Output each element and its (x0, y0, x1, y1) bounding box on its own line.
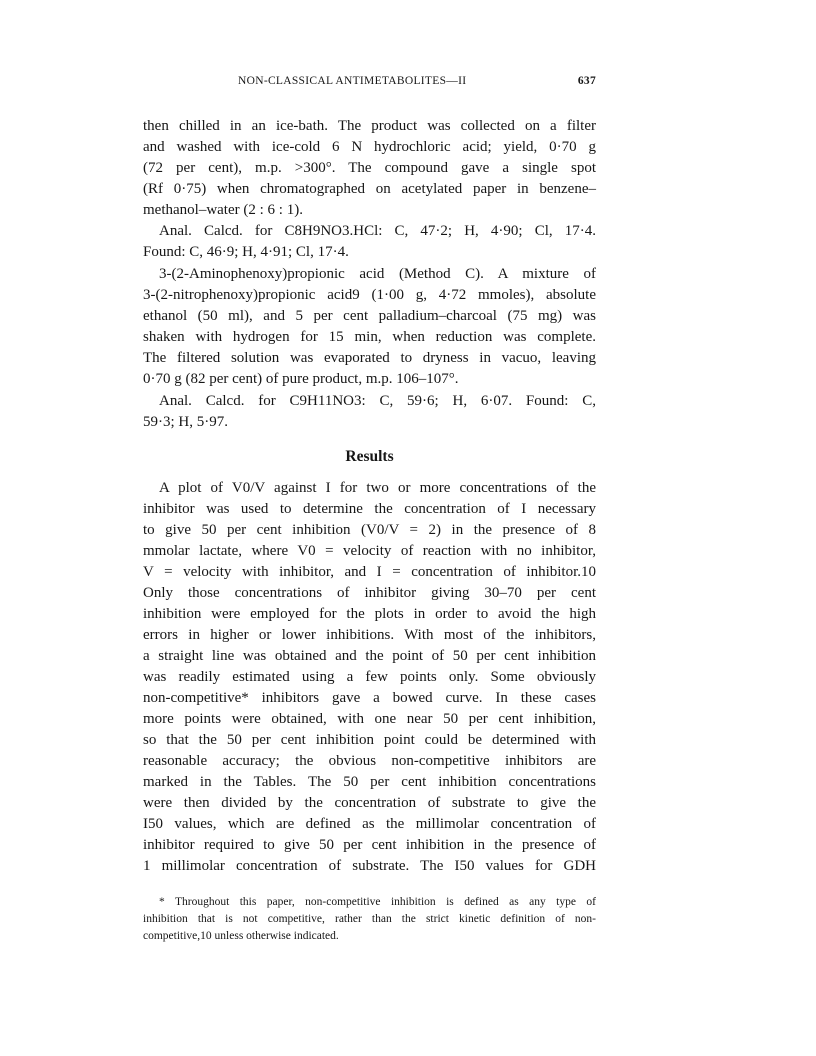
text-line: (72 per cent), m.p. >300°. The compound gave a single spot (143, 160, 596, 176)
text-line: errors in higher or lower inhibitions. With most of the inhibitors, (143, 627, 596, 643)
text-line: was readily estimated using a few points only. Some obviously (143, 669, 596, 685)
text-line: Only those concentrations of inhibitor giving 30–70 per cent (143, 585, 596, 601)
text-line: 1 millimolar concentration of substrate. The I50 values for GDH (143, 858, 596, 874)
text-line: to give 50 per cent inhibition (V0/V = 2) in the presence of 8 (143, 522, 596, 538)
text-line: The filtered solution was evaporated to dryness in vacuo, leaving (143, 350, 596, 366)
text-line: reasonable accuracy; the obvious non-competitive inhibitors are (143, 753, 596, 769)
footnote-line: competitive,10 unless otherwise indicated. (143, 930, 339, 942)
running-header (143, 72, 596, 92)
text-line: A plot of V0/V against I for two or more concentrations of the (159, 480, 596, 496)
page (143, 72, 596, 92)
text-line: more points were obtained, with one near 50 per cent inhibition, (143, 711, 596, 727)
text-line: then chilled in an ice-bath. The product was collected on a filter (143, 118, 596, 134)
text-line: I50 values, which are defined as the millimolar concentration of (143, 816, 596, 832)
analysis-line: Anal. Calcd. for C8H9NO3.HCl: C, 47·2; H, 4·90; Cl, 17·4. (159, 223, 596, 239)
compound-heading-line: 3-(2-Aminophenoxy)propionic acid (Method C). A mixture of (159, 266, 596, 282)
text-line: non-competitive* inhibitors gave a bowed curve. In these cases (143, 690, 596, 706)
text-line: V = velocity with inhibitor, and I = concentration of inhibitor.10 (143, 564, 596, 580)
text-line: methanol–water (2 : 6 : 1). (143, 202, 303, 218)
analysis-line: Found: C, 46·9; H, 4·91; Cl, 17·4. (143, 244, 349, 260)
text-line: 3-(2-nitrophenoxy)propionic acid9 (1·00 g, 4·72 mmoles), absolute (143, 287, 596, 303)
section-heading: Results (345, 448, 394, 465)
text-line: (Rf 0·75) when chromatographed on acetylated paper in benzene– (143, 181, 596, 197)
text-line: marked in the Tables. The 50 per cent inhibition concentrations (143, 774, 596, 790)
text-line: inhibition were employed for the plots in order to avoid the high (143, 606, 596, 622)
footnote-line: inhibition that is not competitive, rather than the strict kinetic definition of non- (143, 913, 596, 925)
text-line: shaken with hydrogen for 15 min, when reduction was complete. (143, 329, 596, 345)
running-title: NON-CLASSICAL ANTIMETABOLITES—II (238, 75, 467, 87)
text-line: so that the 50 per cent inhibition point could be determined with (143, 732, 596, 748)
text-line: were then divided by the concentration of substrate to give the (143, 795, 596, 811)
text-line: a straight line was obtained and the point of 50 per cent inhibition (143, 648, 596, 664)
page-number: 637 (577, 75, 596, 87)
text-line: 0·70 g (82 per cent) of pure product, m.p. 106–107°. (143, 371, 459, 387)
text-line: ethanol (50 ml), and 5 per cent palladium–charcoal (75 mg) was (143, 308, 596, 324)
text-line: and washed with ice-cold 6 N hydrochloric acid; yield, 0·70 g (143, 139, 596, 155)
footnote-line: * Throughout this paper, non-competitive inhibition is defined as any type of (159, 896, 596, 908)
analysis-line: Anal. Calcd. for C9H11NO3: C, 59·6; H, 6·07. Found: C, (159, 393, 596, 409)
text-line: inhibitor required to give 50 per cent inhibition in the presence of (143, 837, 596, 853)
text-line: mmolar lactate, where V0 = velocity of reaction with no inhibitor, (143, 543, 596, 559)
text-line: inhibitor was used to determine the concentration of I necessary (143, 501, 596, 517)
analysis-line: 59·3; H, 5·97. (143, 414, 228, 430)
